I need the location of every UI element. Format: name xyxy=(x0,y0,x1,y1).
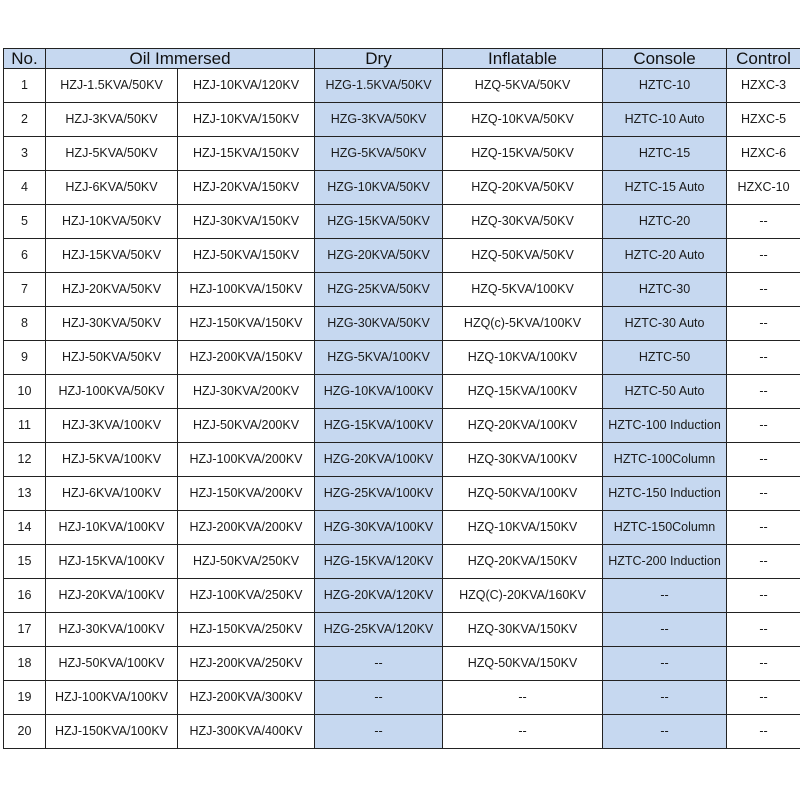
dry-model-cell: HZG-1.5KVA/50KV xyxy=(315,69,443,103)
console-model-cell: HZTC-10 Auto xyxy=(603,103,727,137)
oil-immersed-model-cell: HZJ-20KVA/100KV xyxy=(46,579,178,613)
control-model-cell: -- xyxy=(727,375,800,409)
row-number-cell: 2 xyxy=(4,103,46,137)
table-row xyxy=(4,137,800,171)
inflatable-model-cell: HZQ-50KVA/50KV xyxy=(443,239,603,273)
control-model-cell: -- xyxy=(727,715,800,749)
console-model-cell: HZTC-200 Induction xyxy=(603,545,727,579)
oil-immersed-model-cell: HZJ-200KVA/300KV xyxy=(178,681,315,715)
control-model-cell: -- xyxy=(727,205,800,239)
control-model-cell: HZXC-5 xyxy=(727,103,800,137)
dry-model-cell: HZG-25KVA/100KV xyxy=(315,477,443,511)
oil-immersed-model-cell: HZJ-15KVA/50KV xyxy=(46,239,178,273)
row-number-cell: 11 xyxy=(4,409,46,443)
dry-model-cell: -- xyxy=(315,681,443,715)
row-number-cell: 15 xyxy=(4,545,46,579)
product-model-table xyxy=(3,48,800,749)
header-row xyxy=(4,49,800,69)
inflatable-model-cell: HZQ-5KVA/50KV xyxy=(443,69,603,103)
oil-immersed-model-cell: HZJ-30KVA/100KV xyxy=(46,613,178,647)
row-number-cell: 16 xyxy=(4,579,46,613)
oil-immersed-model-cell: HZJ-5KVA/50KV xyxy=(46,137,178,171)
oil-immersed-model-cell: HZJ-100KVA/50KV xyxy=(46,375,178,409)
control-model-cell: HZXC-6 xyxy=(727,137,800,171)
control-model-cell: HZXC-10 xyxy=(727,171,800,205)
oil-immersed-model-cell: HZJ-50KVA/50KV xyxy=(46,341,178,375)
row-number-cell: 20 xyxy=(4,715,46,749)
oil-immersed-model-cell: HZJ-150KVA/150KV xyxy=(178,307,315,341)
oil-immersed-model-cell: HZJ-150KVA/100KV xyxy=(46,715,178,749)
oil-immersed-model-cell: HZJ-200KVA/250KV xyxy=(178,647,315,681)
inflatable-model-cell: HZQ-20KVA/100KV xyxy=(443,409,603,443)
row-number-cell: 7 xyxy=(4,273,46,307)
console-model-cell: -- xyxy=(603,647,727,681)
oil-immersed-model-cell: HZJ-100KVA/100KV xyxy=(46,681,178,715)
table-row xyxy=(4,681,800,715)
console-model-cell: HZTC-30 Auto xyxy=(603,307,727,341)
table-row xyxy=(4,103,800,137)
oil-immersed-model-cell: HZJ-15KVA/150KV xyxy=(178,137,315,171)
table-row xyxy=(4,171,800,205)
table-row xyxy=(4,409,800,443)
table-row xyxy=(4,545,800,579)
control-model-cell: -- xyxy=(727,239,800,273)
oil-immersed-model-cell: HZJ-20KVA/50KV xyxy=(46,273,178,307)
dry-model-cell: HZG-25KVA/120KV xyxy=(315,613,443,647)
row-number-cell: 4 xyxy=(4,171,46,205)
oil-immersed-model-cell: HZJ-5KVA/100KV xyxy=(46,443,178,477)
dry-model-cell: HZG-30KVA/100KV xyxy=(315,511,443,545)
control-model-cell: -- xyxy=(727,545,800,579)
console-model-cell: HZTC-150 Induction xyxy=(603,477,727,511)
oil-immersed-model-cell: HZJ-100KVA/200KV xyxy=(178,443,315,477)
inflatable-model-cell: HZQ-30KVA/50KV xyxy=(443,205,603,239)
header-dry: Dry xyxy=(315,49,443,69)
oil-immersed-model-cell: HZJ-50KVA/250KV xyxy=(178,545,315,579)
row-number-cell: 6 xyxy=(4,239,46,273)
console-model-cell: HZTC-20 Auto xyxy=(603,239,727,273)
dry-model-cell: HZG-15KVA/50KV xyxy=(315,205,443,239)
header-inflatable: Inflatable xyxy=(443,49,603,69)
oil-immersed-model-cell: HZJ-20KVA/150KV xyxy=(178,171,315,205)
inflatable-model-cell: HZQ-20KVA/150KV xyxy=(443,545,603,579)
header-oil-immersed: Oil Immersed xyxy=(46,49,315,69)
inflatable-model-cell: HZQ(C)-20KVA/160KV xyxy=(443,579,603,613)
oil-immersed-model-cell: HZJ-150KVA/250KV xyxy=(178,613,315,647)
control-model-cell: -- xyxy=(727,613,800,647)
oil-immersed-model-cell: HZJ-30KVA/200KV xyxy=(178,375,315,409)
inflatable-model-cell: HZQ-5KVA/100KV xyxy=(443,273,603,307)
console-model-cell: -- xyxy=(603,681,727,715)
control-model-cell: -- xyxy=(727,647,800,681)
console-model-cell: -- xyxy=(603,579,727,613)
row-number-cell: 19 xyxy=(4,681,46,715)
oil-immersed-model-cell: HZJ-100KVA/250KV xyxy=(178,579,315,613)
table-row xyxy=(4,69,800,103)
console-model-cell: HZTC-20 xyxy=(603,205,727,239)
row-number-cell: 9 xyxy=(4,341,46,375)
table-row xyxy=(4,647,800,681)
console-model-cell: HZTC-50 Auto xyxy=(603,375,727,409)
console-model-cell: -- xyxy=(603,613,727,647)
dry-model-cell: HZG-20KVA/50KV xyxy=(315,239,443,273)
console-model-cell: -- xyxy=(603,715,727,749)
oil-immersed-model-cell: HZJ-10KVA/50KV xyxy=(46,205,178,239)
dry-model-cell: HZG-30KVA/50KV xyxy=(315,307,443,341)
inflatable-model-cell: HZQ-10KVA/50KV xyxy=(443,103,603,137)
oil-immersed-model-cell: HZJ-10KVA/120KV xyxy=(178,69,315,103)
console-model-cell: HZTC-15 Auto xyxy=(603,171,727,205)
console-model-cell: HZTC-10 xyxy=(603,69,727,103)
oil-immersed-model-cell: HZJ-3KVA/100KV xyxy=(46,409,178,443)
oil-immersed-model-cell: HZJ-50KVA/100KV xyxy=(46,647,178,681)
table-body xyxy=(4,69,800,749)
control-model-cell: -- xyxy=(727,511,800,545)
inflatable-model-cell: HZQ-30KVA/150KV xyxy=(443,613,603,647)
oil-immersed-model-cell: HZJ-6KVA/50KV xyxy=(46,171,178,205)
dry-model-cell: HZG-5KVA/50KV xyxy=(315,137,443,171)
dry-model-cell: HZG-15KVA/100KV xyxy=(315,409,443,443)
oil-immersed-model-cell: HZJ-15KVA/100KV xyxy=(46,545,178,579)
row-number-cell: 3 xyxy=(4,137,46,171)
table-row xyxy=(4,341,800,375)
table-row xyxy=(4,579,800,613)
dry-model-cell: HZG-20KVA/120KV xyxy=(315,579,443,613)
oil-immersed-model-cell: HZJ-3KVA/50KV xyxy=(46,103,178,137)
oil-immersed-model-cell: HZJ-300KVA/400KV xyxy=(178,715,315,749)
dry-model-cell: HZG-10KVA/100KV xyxy=(315,375,443,409)
table-row xyxy=(4,273,800,307)
header-control: Control xyxy=(727,49,800,69)
console-model-cell: HZTC-100Column xyxy=(603,443,727,477)
dry-model-cell: HZG-3KVA/50KV xyxy=(315,103,443,137)
table-row xyxy=(4,613,800,647)
inflatable-model-cell: HZQ-10KVA/100KV xyxy=(443,341,603,375)
table-row xyxy=(4,307,800,341)
dry-model-cell: HZG-25KVA/50KV xyxy=(315,273,443,307)
oil-immersed-model-cell: HZJ-10KVA/150KV xyxy=(178,103,315,137)
dry-model-cell: -- xyxy=(315,715,443,749)
row-number-cell: 18 xyxy=(4,647,46,681)
inflatable-model-cell: HZQ-20KVA/50KV xyxy=(443,171,603,205)
control-model-cell: -- xyxy=(727,307,800,341)
oil-immersed-model-cell: HZJ-30KVA/150KV xyxy=(178,205,315,239)
row-number-cell: 17 xyxy=(4,613,46,647)
oil-immersed-model-cell: HZJ-200KVA/200KV xyxy=(178,511,315,545)
inflatable-model-cell: HZQ-15KVA/100KV xyxy=(443,375,603,409)
console-model-cell: HZTC-150Column xyxy=(603,511,727,545)
console-model-cell: HZTC-100 Induction xyxy=(603,409,727,443)
row-number-cell: 10 xyxy=(4,375,46,409)
row-number-cell: 13 xyxy=(4,477,46,511)
control-model-cell: -- xyxy=(727,579,800,613)
control-model-cell: -- xyxy=(727,341,800,375)
table-row xyxy=(4,205,800,239)
inflatable-model-cell: HZQ-50KVA/150KV xyxy=(443,647,603,681)
table-row xyxy=(4,511,800,545)
table-row xyxy=(4,715,800,749)
dry-model-cell: -- xyxy=(315,647,443,681)
console-model-cell: HZTC-30 xyxy=(603,273,727,307)
control-model-cell: HZXC-3 xyxy=(727,69,800,103)
header-console: Console xyxy=(603,49,727,69)
oil-immersed-model-cell: HZJ-6KVA/100KV xyxy=(46,477,178,511)
control-model-cell: -- xyxy=(727,273,800,307)
row-number-cell: 14 xyxy=(4,511,46,545)
console-model-cell: HZTC-50 xyxy=(603,341,727,375)
row-number-cell: 5 xyxy=(4,205,46,239)
oil-immersed-model-cell: HZJ-1.5KVA/50KV xyxy=(46,69,178,103)
inflatable-model-cell: HZQ-10KVA/150KV xyxy=(443,511,603,545)
dry-model-cell: HZG-5KVA/100KV xyxy=(315,341,443,375)
oil-immersed-model-cell: HZJ-10KVA/100KV xyxy=(46,511,178,545)
row-number-cell: 8 xyxy=(4,307,46,341)
dry-model-cell: HZG-20KVA/100KV xyxy=(315,443,443,477)
header-no: No. xyxy=(4,49,46,69)
oil-immersed-model-cell: HZJ-50KVA/150KV xyxy=(178,239,315,273)
inflatable-model-cell: HZQ-50KVA/100KV xyxy=(443,477,603,511)
table-row xyxy=(4,477,800,511)
row-number-cell: 12 xyxy=(4,443,46,477)
dry-model-cell: HZG-15KVA/120KV xyxy=(315,545,443,579)
oil-immersed-model-cell: HZJ-100KVA/150KV xyxy=(178,273,315,307)
oil-immersed-model-cell: HZJ-150KVA/200KV xyxy=(178,477,315,511)
oil-immersed-model-cell: HZJ-30KVA/50KV xyxy=(46,307,178,341)
inflatable-model-cell: -- xyxy=(443,681,603,715)
inflatable-model-cell: HZQ(c)-5KVA/100KV xyxy=(443,307,603,341)
console-model-cell: HZTC-15 xyxy=(603,137,727,171)
table-row xyxy=(4,375,800,409)
control-model-cell: -- xyxy=(727,477,800,511)
oil-immersed-model-cell: HZJ-200KVA/150KV xyxy=(178,341,315,375)
inflatable-model-cell: HZQ-30KVA/100KV xyxy=(443,443,603,477)
inflatable-model-cell: HZQ-15KVA/50KV xyxy=(443,137,603,171)
oil-immersed-model-cell: HZJ-50KVA/200KV xyxy=(178,409,315,443)
row-number-cell: 1 xyxy=(4,69,46,103)
control-model-cell: -- xyxy=(727,443,800,477)
inflatable-model-cell: -- xyxy=(443,715,603,749)
table-row xyxy=(4,239,800,273)
dry-model-cell: HZG-10KVA/50KV xyxy=(315,171,443,205)
control-model-cell: -- xyxy=(727,409,800,443)
control-model-cell: -- xyxy=(727,681,800,715)
table-row xyxy=(4,443,800,477)
